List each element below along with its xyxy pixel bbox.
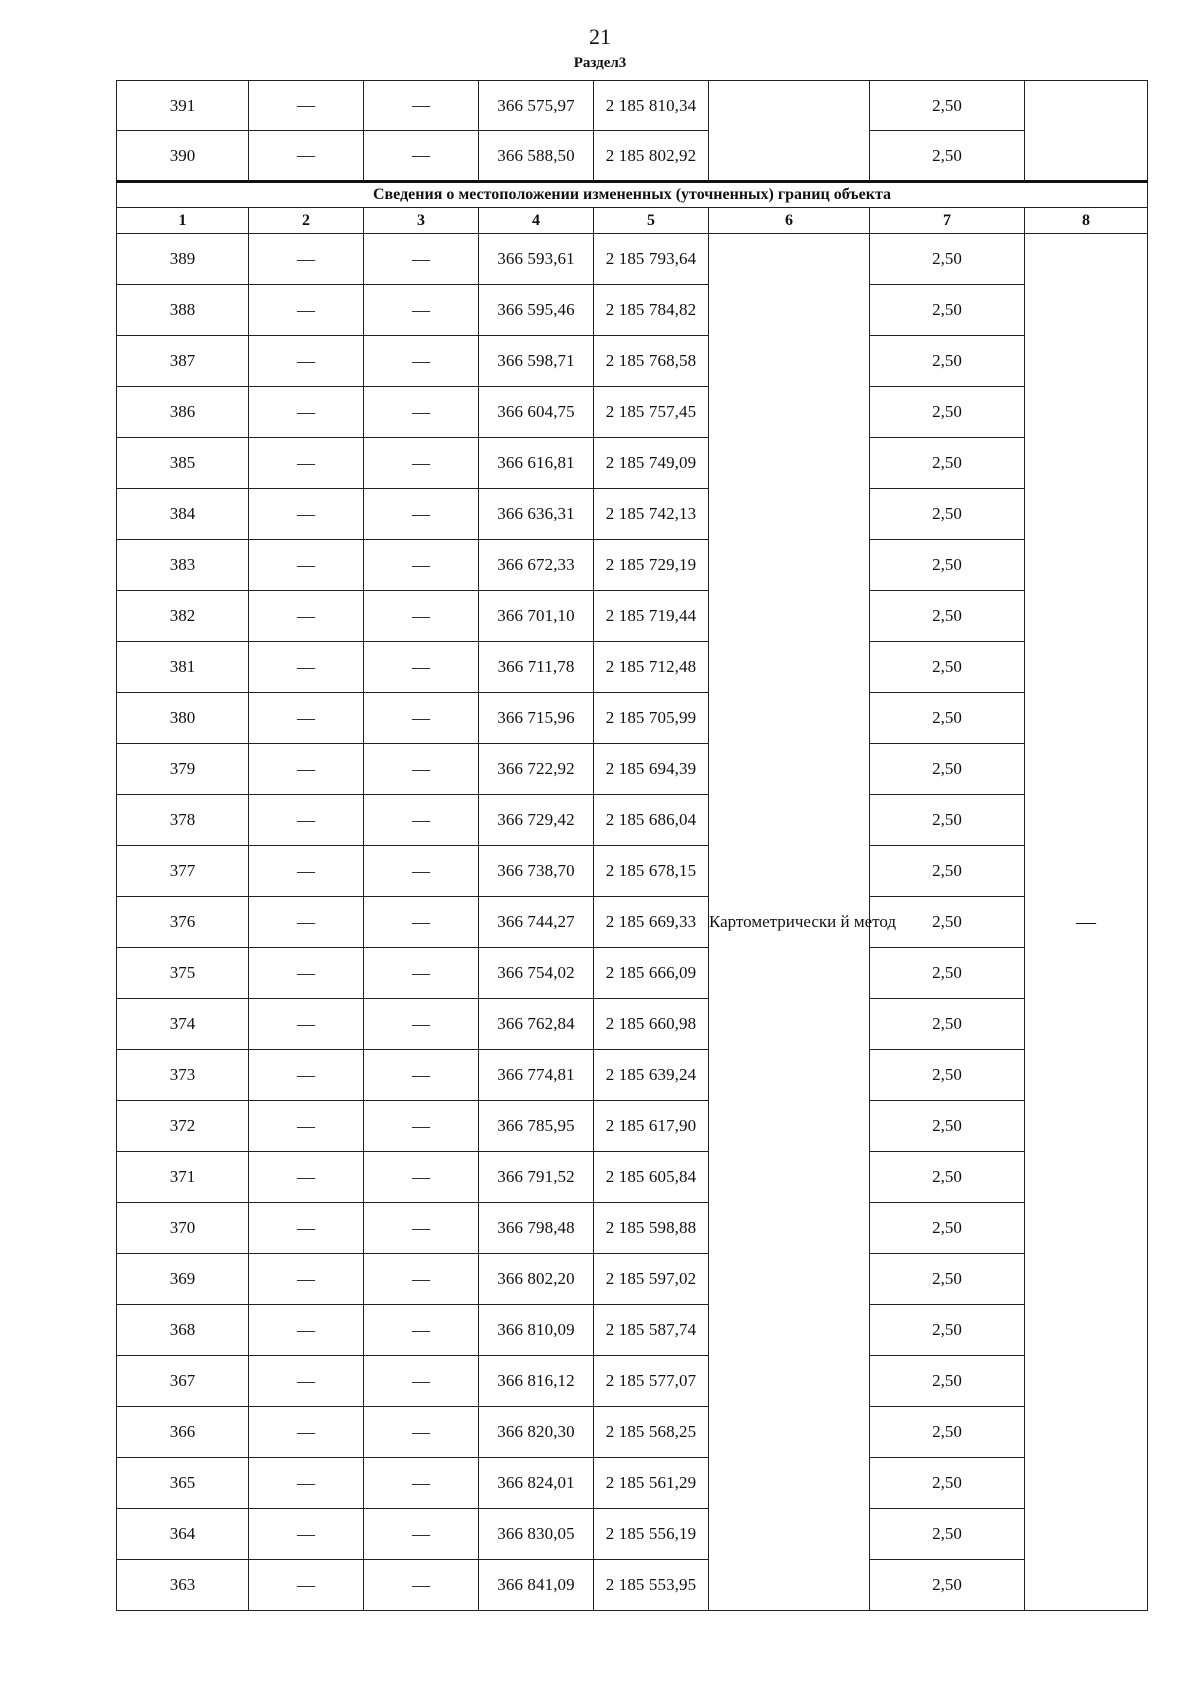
dash-cell: — [364, 1305, 479, 1356]
dash-cell: — [364, 234, 479, 285]
coord-x: 366 802,20 [479, 1254, 594, 1305]
coord-y: 2 185 694,39 [594, 744, 709, 795]
coord-x: 366 785,95 [479, 1101, 594, 1152]
coord-y: 2 185 678,15 [594, 846, 709, 897]
coord-x: 366 595,46 [479, 285, 594, 336]
dash-cell: — [364, 540, 479, 591]
dash-cell: — [364, 1509, 479, 1560]
coord-x: 366 598,71 [479, 336, 594, 387]
coord-y: 2 185 556,19 [594, 1509, 709, 1560]
accuracy-cell: 2,50 [870, 1254, 1025, 1305]
point-number: 386 [117, 387, 249, 438]
accuracy-cell: 2,50 [870, 81, 1025, 131]
table-row [117, 131, 1148, 182]
point-number: 363 [117, 1560, 249, 1611]
point-number: 385 [117, 438, 249, 489]
table-row [117, 846, 1148, 897]
dash-cell: — [249, 131, 364, 182]
coord-y: 2 185 639,24 [594, 1050, 709, 1101]
coord-y: 2 185 757,45 [594, 387, 709, 438]
coord-x: 366 824,01 [479, 1458, 594, 1509]
table-row [117, 336, 1148, 387]
dash-cell: — [364, 81, 479, 131]
coord-y: 2 185 705,99 [594, 693, 709, 744]
accuracy-cell: 2,50 [870, 744, 1025, 795]
dash-cell: — [364, 387, 479, 438]
accuracy-cell: 2,50 [870, 1305, 1025, 1356]
coord-y: 2 185 669,33 [594, 897, 709, 948]
col8-cell-empty [1025, 81, 1148, 182]
table-row [117, 642, 1148, 693]
dash-cell: — [364, 897, 479, 948]
table-row [117, 234, 1148, 285]
accuracy-cell: 2,50 [870, 1509, 1025, 1560]
dash-cell: — [364, 489, 479, 540]
section-title: Раздел3 [573, 55, 627, 71]
coord-y: 2 185 712,48 [594, 642, 709, 693]
point-number: 374 [117, 999, 249, 1050]
coord-x: 366 636,31 [479, 489, 594, 540]
dash-cell: — [249, 387, 364, 438]
coord-y: 2 185 793,64 [594, 234, 709, 285]
coord-y: 2 185 617,90 [594, 1101, 709, 1152]
accuracy-cell: 2,50 [870, 131, 1025, 182]
coord-y: 2 185 666,09 [594, 948, 709, 999]
coord-x: 366 593,61 [479, 234, 594, 285]
table-row [117, 1101, 1148, 1152]
dash-cell: — [249, 744, 364, 795]
column-number: 4 [479, 208, 594, 234]
dash-cell: — [249, 948, 364, 999]
table-row [117, 795, 1148, 846]
column-number: 7 [870, 208, 1025, 234]
dash-cell: — [364, 285, 479, 336]
table-row [117, 897, 1148, 948]
accuracy-cell: 2,50 [870, 591, 1025, 642]
dash-cell: — [249, 234, 364, 285]
dash-cell: — [249, 846, 364, 897]
point-number: 365 [117, 1458, 249, 1509]
dash-cell: — [249, 897, 364, 948]
dash-cell: — [364, 1050, 479, 1101]
point-number: 383 [117, 540, 249, 591]
coord-x: 366 701,10 [479, 591, 594, 642]
point-number: 371 [117, 1152, 249, 1203]
coord-x: 366 616,81 [479, 438, 594, 489]
dash-cell: — [249, 1254, 364, 1305]
coord-y: 2 185 660,98 [594, 999, 709, 1050]
point-number: 364 [117, 1509, 249, 1560]
table-row [117, 438, 1148, 489]
accuracy-cell: 2,50 [870, 846, 1025, 897]
column-number: 5 [594, 208, 709, 234]
dash-cell: — [364, 744, 479, 795]
column-number: 3 [364, 208, 479, 234]
accuracy-cell: 2,50 [870, 1203, 1025, 1254]
coord-y: 2 185 784,82 [594, 285, 709, 336]
coord-x: 366 715,96 [479, 693, 594, 744]
coord-y: 2 185 597,02 [594, 1254, 709, 1305]
table-row [117, 744, 1148, 795]
accuracy-cell: 2,50 [870, 234, 1025, 285]
method-cell-empty [709, 81, 870, 182]
coord-y: 2 185 598,88 [594, 1203, 709, 1254]
table-row [117, 1560, 1148, 1611]
section-heading-row [117, 182, 1148, 208]
coord-y: 2 185 802,92 [594, 131, 709, 182]
table-row [117, 693, 1148, 744]
point-number: 381 [117, 642, 249, 693]
coord-y: 2 185 810,34 [594, 81, 709, 131]
coord-y: 2 185 742,13 [594, 489, 709, 540]
column-number: 1 [117, 208, 249, 234]
coord-x: 366 841,09 [479, 1560, 594, 1611]
dash-cell: — [249, 1101, 364, 1152]
coord-y: 2 185 553,95 [594, 1560, 709, 1611]
dash-cell: — [364, 336, 479, 387]
coord-x: 366 774,81 [479, 1050, 594, 1101]
dash-cell: — [364, 1560, 479, 1611]
accuracy-cell: 2,50 [870, 1458, 1025, 1509]
dash-cell: — [364, 1101, 479, 1152]
coord-x: 366 754,02 [479, 948, 594, 999]
accuracy-cell: 2,50 [870, 336, 1025, 387]
column-number: 2 [249, 208, 364, 234]
coord-x: 366 820,30 [479, 1407, 594, 1458]
dash-cell: — [249, 336, 364, 387]
page-number: 21 [589, 24, 611, 49]
point-number: 389 [117, 234, 249, 285]
dash-cell: — [249, 1152, 364, 1203]
table-row [117, 81, 1148, 131]
dash-cell: — [249, 1509, 364, 1560]
dash-cell: — [364, 591, 479, 642]
dash-cell: — [364, 131, 479, 182]
point-number: 367 [117, 1356, 249, 1407]
point-number: 369 [117, 1254, 249, 1305]
coord-x: 366 575,97 [479, 81, 594, 131]
coord-y: 2 185 686,04 [594, 795, 709, 846]
dash-cell: — [364, 1407, 479, 1458]
accuracy-cell: 2,50 [870, 438, 1025, 489]
point-number: 382 [117, 591, 249, 642]
dash-cell: — [364, 438, 479, 489]
accuracy-cell: 2,50 [870, 489, 1025, 540]
accuracy-cell: 2,50 [870, 948, 1025, 999]
point-number: 372 [117, 1101, 249, 1152]
accuracy-cell: 2,50 [870, 1407, 1025, 1458]
dash-cell: — [249, 81, 364, 131]
table-row [117, 1356, 1148, 1407]
column-number: 6 [709, 208, 870, 234]
point-number: 375 [117, 948, 249, 999]
table-row [117, 1050, 1148, 1101]
accuracy-cell: 2,50 [870, 540, 1025, 591]
coordinates-table [116, 80, 1148, 1611]
dash-cell: — [249, 1203, 364, 1254]
coord-x: 366 816,12 [479, 1356, 594, 1407]
coord-y: 2 185 605,84 [594, 1152, 709, 1203]
column-number: 8 [1025, 208, 1148, 234]
dash-cell: — [249, 1458, 364, 1509]
point-number: 373 [117, 1050, 249, 1101]
coord-y: 2 185 749,09 [594, 438, 709, 489]
dash-cell: — [364, 1356, 479, 1407]
table-row [117, 387, 1148, 438]
accuracy-cell: 2,50 [870, 1356, 1025, 1407]
accuracy-cell: 2,50 [870, 285, 1025, 336]
coord-y: 2 185 729,19 [594, 540, 709, 591]
dash-cell: — [364, 846, 479, 897]
coord-x: 366 744,27 [479, 897, 594, 948]
table-row [117, 285, 1148, 336]
dash-cell: — [364, 999, 479, 1050]
accuracy-cell: 2,50 [870, 642, 1025, 693]
table-row [117, 1407, 1148, 1458]
coord-x: 366 672,33 [479, 540, 594, 591]
point-number: 378 [117, 795, 249, 846]
dash-cell: — [249, 540, 364, 591]
section-heading: Сведения о местоположении измененных (уточненных) границ объекта [117, 182, 1148, 208]
point-number: 368 [117, 1305, 249, 1356]
coord-x: 366 722,92 [479, 744, 594, 795]
coord-y: 2 185 587,74 [594, 1305, 709, 1356]
accuracy-cell: 2,50 [870, 693, 1025, 744]
coord-x: 366 798,48 [479, 1203, 594, 1254]
coord-x: 366 810,09 [479, 1305, 594, 1356]
coord-y: 2 185 768,58 [594, 336, 709, 387]
accuracy-cell: 2,50 [870, 897, 1025, 948]
coord-y: 2 185 568,25 [594, 1407, 709, 1458]
point-number: 377 [117, 846, 249, 897]
col8-cell: — [1025, 234, 1148, 1611]
dash-cell: — [249, 1356, 364, 1407]
point-number: 390 [117, 131, 249, 182]
accuracy-cell: 2,50 [870, 795, 1025, 846]
table-row [117, 948, 1148, 999]
accuracy-cell: 2,50 [870, 387, 1025, 438]
dash-cell: — [249, 693, 364, 744]
dash-cell: — [249, 795, 364, 846]
dash-cell: — [249, 642, 364, 693]
dash-cell: — [249, 489, 364, 540]
dash-cell: — [364, 1152, 479, 1203]
table-row [117, 1152, 1148, 1203]
table-row [117, 489, 1148, 540]
method-cell: Картометрически й метод [709, 234, 870, 1611]
dash-cell: — [249, 1560, 364, 1611]
dash-cell: — [249, 1305, 364, 1356]
point-number: 387 [117, 336, 249, 387]
point-number: 379 [117, 744, 249, 795]
dash-cell: — [364, 1203, 479, 1254]
dash-cell: — [249, 285, 364, 336]
column-header-row [117, 208, 1148, 234]
point-number: 384 [117, 489, 249, 540]
point-number: 370 [117, 1203, 249, 1254]
point-number: 391 [117, 81, 249, 131]
coord-x: 366 791,52 [479, 1152, 594, 1203]
table-row [117, 540, 1148, 591]
table-row [117, 999, 1148, 1050]
accuracy-cell: 2,50 [870, 1050, 1025, 1101]
point-number: 376 [117, 897, 249, 948]
dash-cell: — [249, 999, 364, 1050]
accuracy-cell: 2,50 [870, 1101, 1025, 1152]
dash-cell: — [249, 438, 364, 489]
point-number: 388 [117, 285, 249, 336]
table-row [117, 1254, 1148, 1305]
table-row [117, 1509, 1148, 1560]
accuracy-cell: 2,50 [870, 1560, 1025, 1611]
coord-y: 2 185 719,44 [594, 591, 709, 642]
table-row [117, 1458, 1148, 1509]
dash-cell: — [364, 948, 479, 999]
accuracy-cell: 2,50 [870, 999, 1025, 1050]
dash-cell: — [364, 1458, 479, 1509]
table-row [117, 1203, 1148, 1254]
table-row [117, 591, 1148, 642]
point-number: 380 [117, 693, 249, 744]
dash-cell: — [364, 795, 479, 846]
dash-cell: — [249, 591, 364, 642]
dash-cell: — [249, 1050, 364, 1101]
coord-x: 366 762,84 [479, 999, 594, 1050]
coord-x: 366 729,42 [479, 795, 594, 846]
coord-x: 366 738,70 [479, 846, 594, 897]
coord-y: 2 185 561,29 [594, 1458, 709, 1509]
coord-x: 366 711,78 [479, 642, 594, 693]
coord-x: 366 604,75 [479, 387, 594, 438]
accuracy-cell: 2,50 [870, 1152, 1025, 1203]
coord-y: 2 185 577,07 [594, 1356, 709, 1407]
dash-cell: — [364, 642, 479, 693]
table-body [117, 81, 1148, 1611]
point-number: 366 [117, 1407, 249, 1458]
dash-cell: — [364, 1254, 479, 1305]
dash-cell: — [249, 1407, 364, 1458]
coord-x: 366 588,50 [479, 131, 594, 182]
coord-x: 366 830,05 [479, 1509, 594, 1560]
table-row [117, 1305, 1148, 1356]
dash-cell: — [364, 693, 479, 744]
